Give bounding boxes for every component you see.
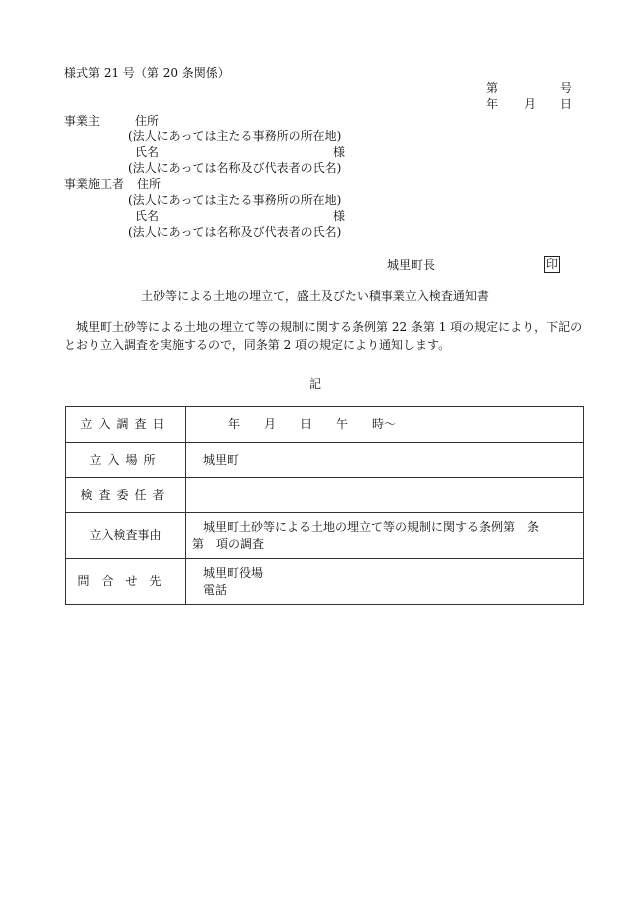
table-row: [66, 478, 584, 513]
value-inspection-date: 年 月 日 午 時～: [186, 407, 584, 443]
owner-address-label: 住所: [135, 114, 160, 128]
contact-office: 城里町役場: [203, 565, 264, 580]
label-contact: 問合せ先: [66, 559, 186, 605]
label-inspection-reason: 立入検査事由: [66, 513, 186, 559]
table-row: [66, 407, 584, 443]
doc-number-dai: 第: [486, 81, 499, 95]
inspection-table: [65, 406, 584, 605]
seal-mark: [544, 256, 560, 273]
contractor-name-note: (法人にあっては名称及び代表者の氏名): [128, 225, 342, 239]
owner-name-label: 氏名: [135, 145, 160, 159]
contact-phone: 電話: [203, 582, 228, 597]
reason-line-2: 第 項の調査: [192, 536, 265, 551]
seal-mark-text: 印: [546, 257, 559, 271]
owner-address-note: (法人にあっては主たる事務所の所在地): [128, 129, 342, 143]
label-inspection-place: 立入場所: [66, 443, 186, 478]
contractor-honorific: 様: [333, 209, 346, 223]
owner-role: 事業主: [64, 114, 101, 128]
issuer-title: 城里町長: [387, 258, 436, 272]
owner-honorific: 様: [333, 145, 346, 159]
label-inspection-date: 立入調査日: [66, 407, 186, 443]
value-inspection-place: 城里町: [186, 443, 584, 478]
doc-number-go: 号: [560, 81, 573, 95]
owner-name-note: (法人にあっては名称及び代表者の氏名): [128, 161, 342, 175]
value-inspection-reason: [186, 513, 584, 559]
contractor-address-label: 住所: [137, 177, 162, 191]
contractor-address-note: (法人にあっては主たる事務所の所在地): [128, 193, 342, 207]
form-number: 様式第 21 号（第 20 条関係）: [64, 66, 230, 80]
value-contact: [186, 559, 584, 605]
date-day: 日: [560, 97, 573, 111]
ki-heading: 記: [308, 377, 321, 391]
label-delegate: 検査委任者: [66, 478, 186, 513]
table-row: [66, 513, 584, 559]
document-title: 土砂等による土地の埋立て，盛土及びたい積事業立入検査通知書: [141, 289, 489, 303]
body-text: 城里町土砂等による土地の埋立て等の規制に関する条例第 22 条第 1 項の規定により，下記のとおり立入調査を実施するので，同条第 2 項の規定により通知します。: [64, 320, 583, 352]
reason-line-1: 城里町土砂等による土地の埋立て等の規制に関する条例第 条: [203, 519, 540, 534]
date-year: 年: [486, 97, 499, 111]
contractor-name-label: 氏名: [135, 209, 160, 223]
date-month: 月: [524, 97, 537, 111]
table-row: [66, 559, 584, 605]
value-delegate: [186, 478, 584, 513]
table-row: [66, 443, 584, 478]
contractor-role: 事業施工者: [64, 177, 125, 191]
